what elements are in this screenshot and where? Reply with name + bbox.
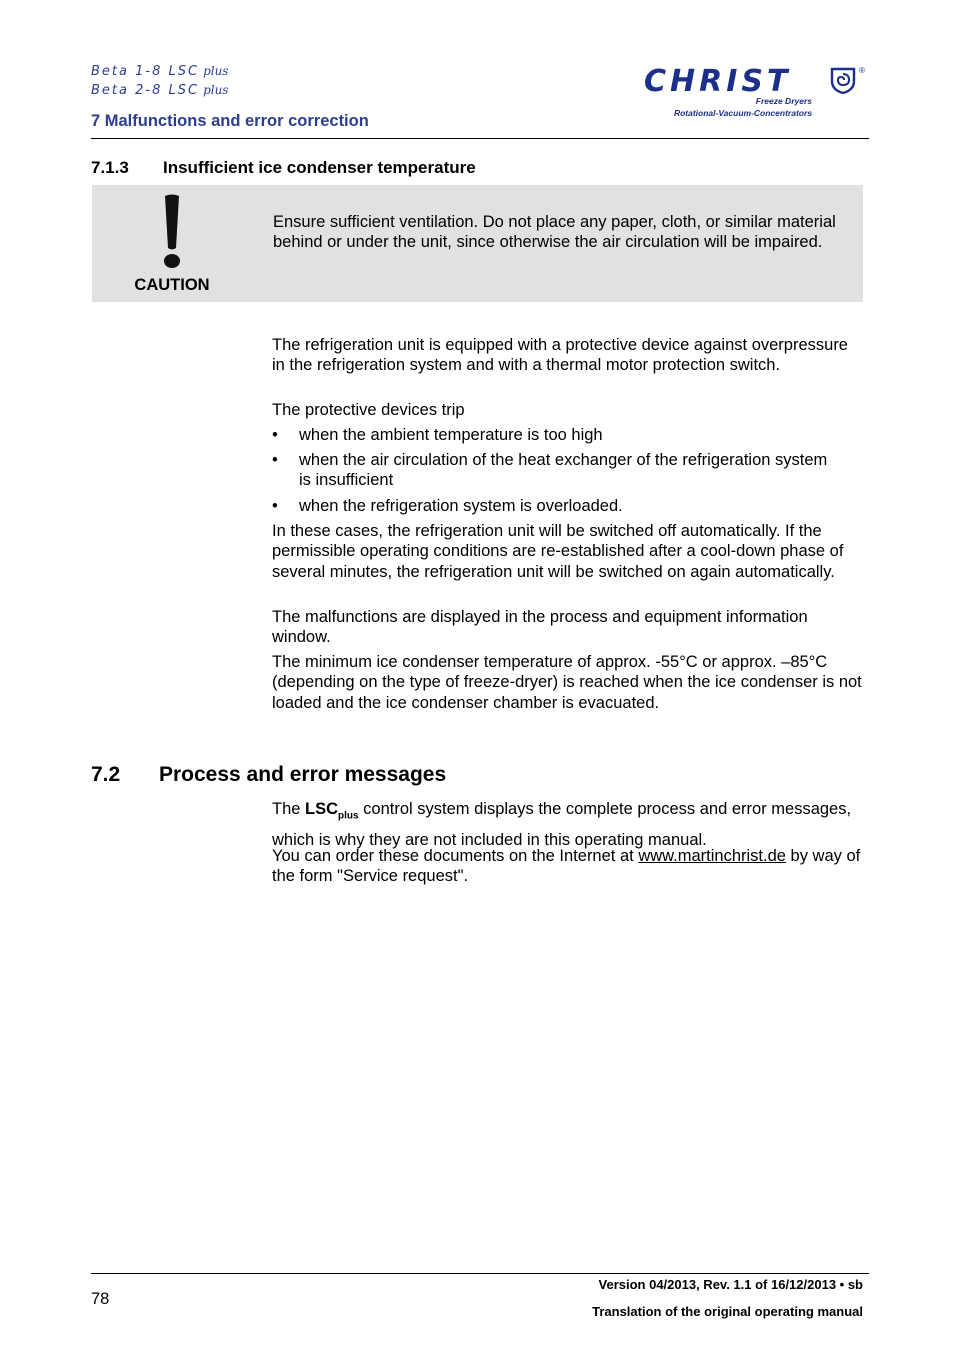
section-713-title: Insufficient ice condenser temperature (163, 158, 476, 177)
paragraph-devices-trip: The protective devices trip (272, 401, 465, 419)
logo-subtitle-1: Freeze Dryers (755, 96, 812, 106)
chapter-title: 7 Malfunctions and error correction (91, 112, 369, 130)
logo-subtitle-2: Rotational-Vacuum-Concentrators (673, 108, 812, 118)
page-number: 78 (91, 1290, 110, 1308)
caution-text: Ensure sufficient ventilation. Do not place any paper, cloth, or similar material behind or under the unit, since otherwise the air circulation will be impaired. (273, 213, 836, 252)
header-divider (91, 138, 869, 139)
martinchrist-link[interactable]: www.martinchrist.de (638, 847, 786, 865)
paragraph-protective-device: The refrigeration unit is equipped with a protective device against overpressure in the refrigeration system and with a thermal motor protection switch. (272, 336, 848, 375)
section-713-number: 7.1.3 (91, 158, 129, 177)
section-72-title: Process and error messages (159, 763, 447, 786)
caution-label: CAUTION (134, 276, 210, 294)
bullet-dot: • (272, 451, 278, 469)
model-line-2: Beta 2-8 LSC plus (91, 83, 229, 98)
paragraph-auto-switch: In these cases, the refrigeration unit will be switched off automatically. If the permissible operating conditions are re-established after a cool-down phase of several minutes, the refrigeration unit will be switched on again automatically. (272, 522, 844, 581)
paragraph-lsc-plus: The $LSC_{plus}$ control system displays the complete process and error messages, which is why they are not included in this operating manual. (272, 800, 852, 850)
bullet-dot: • (272, 426, 278, 444)
paragraph-order-documents: You can order these documents on the Internet at www.martinchrist.de by way of the form "Service request". (272, 847, 861, 886)
translation-note: Translation of the original operating manual (592, 1304, 863, 1319)
paragraph-malfunctions-displayed: The malfunctions are displayed in the process and equipment information window. (272, 608, 808, 647)
paragraph-min-temperature: The minimum ice condenser temperature of approx. -55°C or approx. –85°C (depending on the type of freeze-dryer) is reached when the ice condenser is not loaded and the ice condenser chamber is evacuated. (272, 653, 862, 712)
version-info: Version 04/2013, Rev. 1.1 of 16/12/2013 • sb (598, 1277, 863, 1292)
model-line-1: Beta 1-8 LSC plus (91, 64, 229, 79)
footer-divider (91, 1273, 869, 1274)
lsc-plus-term: $LSC_{plus}$ (305, 800, 359, 822)
christ-logo: CHRIST (644, 64, 792, 99)
bullet-dot: • (272, 497, 278, 515)
registered-mark: ® (859, 66, 865, 75)
section-72-number: 7.2 (91, 763, 121, 786)
christ-emblem-icon (829, 66, 857, 94)
exclamation-icon (128, 192, 216, 272)
